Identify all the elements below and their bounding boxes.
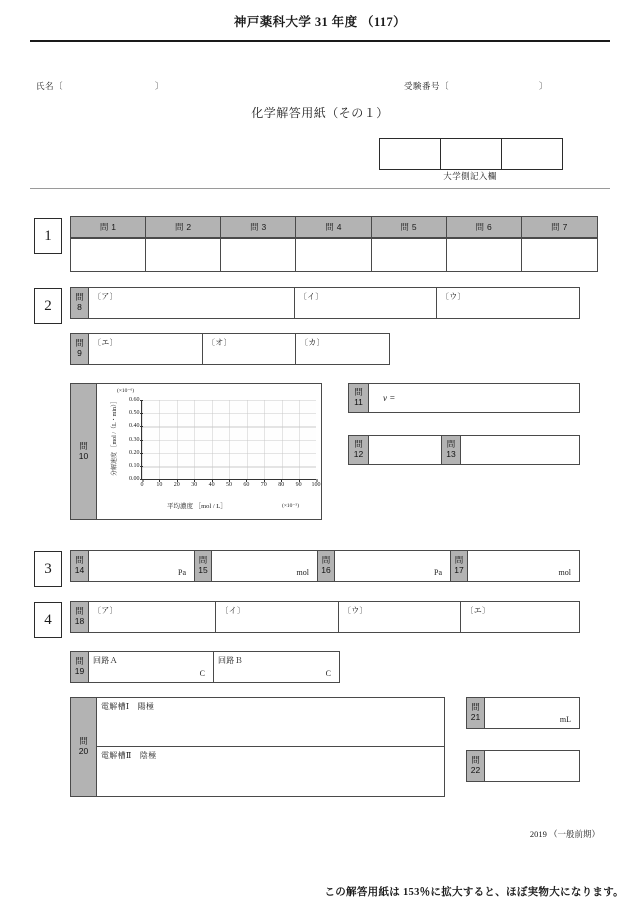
y-tick: 0.40 — [129, 423, 140, 430]
y-tick: 0.10 — [129, 462, 140, 469]
x-tick: 10 — [156, 482, 163, 488]
section1-header-cell: 問 1 — [71, 217, 146, 237]
q21-answer-cell[interactable] — [485, 698, 579, 728]
q21-tag — [467, 698, 485, 728]
q9-label-ka: 〔カ〕 — [300, 338, 325, 347]
header-divider-thick — [30, 40, 610, 42]
q22-tag-kanji: 問 — [471, 755, 480, 766]
sheet-title: 化学解答用紙（その１） — [251, 106, 389, 120]
section-number-2: 2 — [34, 288, 62, 324]
q19-tag — [71, 652, 89, 682]
q15-tag-kanji: 問 — [198, 555, 208, 566]
name-field[interactable] — [36, 80, 164, 92]
q18-tag-number: 18 — [74, 616, 85, 626]
q8-tag-number: 8 — [77, 302, 82, 312]
q12-q13-row[interactable] — [348, 435, 580, 465]
q20-tag-number: 20 — [78, 746, 89, 756]
q18-cell-a[interactable] — [89, 602, 216, 632]
q19-cell-circuit-b[interactable] — [214, 652, 339, 682]
q16-tag-kanji: 問 — [321, 555, 331, 566]
q9-label-o: 〔オ〕 — [207, 338, 232, 347]
section1-header-cell: 問 2 — [146, 217, 221, 237]
q14-tag — [71, 551, 89, 581]
q18-label-a: 〔ア〕 — [93, 606, 118, 615]
q19-row[interactable] — [70, 651, 340, 683]
section1-answer-row[interactable] — [70, 238, 598, 272]
q14-tag-kanji: 問 — [75, 555, 84, 566]
y-tick: 0.00 — [129, 476, 140, 482]
q13-answer-cell[interactable] — [461, 436, 579, 464]
q8-tag-kanji: 問 — [75, 292, 84, 303]
q18-label-u: 〔ウ〕 — [342, 606, 368, 615]
x-axis-exponent: (×10⁻⁵) — [282, 503, 300, 509]
q8-cell-i[interactable] — [295, 288, 437, 318]
x-tick: 50 — [226, 482, 232, 488]
q11-tag-number: 11 — [354, 397, 363, 407]
q8-cell-u[interactable] — [437, 288, 579, 318]
q8-cell-a[interactable] — [89, 288, 295, 318]
q18-tag — [71, 602, 89, 632]
section1-answer-cell[interactable] — [372, 239, 447, 271]
x-tick: 80 — [278, 482, 285, 488]
exam-number-field[interactable] — [404, 80, 548, 92]
q19-tag-kanji: 問 — [75, 656, 84, 667]
section1-header-cell: 問 7 — [522, 217, 597, 237]
q10-tag — [71, 384, 97, 519]
exam-number-close: 〕 — [539, 81, 549, 91]
q20-label-cathode: 電解槽Ⅱ 陰極 — [101, 751, 157, 760]
q19-cell-circuit-a[interactable] — [89, 652, 214, 682]
q13-tag-number: 13 — [446, 449, 456, 459]
q15-tag-number: 15 — [198, 565, 208, 575]
footer-year: 2019 （一般前期） — [529, 829, 600, 839]
plot-grid[interactable] — [129, 397, 321, 488]
section1-header-cell: 問 6 — [447, 217, 522, 237]
q18-cell-e[interactable] — [461, 602, 579, 632]
q8-label-u: 〔ウ〕 — [440, 292, 466, 301]
q17-unit: mol — [558, 568, 571, 577]
q21-tag-kanji: 問 — [471, 702, 480, 713]
q19-label-circuit-a: 回路Ａ — [93, 656, 118, 665]
x-axis-label: 平均濃度 ［mol / L］ — [167, 503, 227, 510]
q9-row[interactable] — [70, 333, 390, 365]
exam-number-label: 受験番号〔 — [404, 81, 450, 91]
section1-answer-cell[interactable] — [296, 239, 371, 271]
q16-tag-number: 16 — [321, 565, 331, 575]
q18-label-e: 〔エ〕 — [465, 606, 491, 615]
q10-graph-area[interactable] — [97, 384, 321, 519]
footer-scaling-note: この解答用紙は 153％に拡大すると、ほぼ実物大になります。 — [324, 887, 624, 898]
q11-answer-cell[interactable] — [369, 384, 579, 412]
university-score-cell-1[interactable] — [380, 139, 440, 169]
section-number-4: 4 — [34, 602, 62, 638]
q17-tag-number: 17 — [454, 565, 464, 575]
q22-tag-number: 22 — [470, 765, 481, 775]
q18-cell-i[interactable] — [216, 602, 339, 632]
page-title: 神戸薬科大学 31 年度 （117） — [233, 15, 407, 29]
q20-block[interactable] — [70, 697, 445, 797]
section-number-3: 3 — [34, 551, 62, 587]
section1-answer-cell[interactable] — [71, 239, 146, 271]
q19-tag-number: 19 — [74, 666, 85, 676]
q17-tag-kanji: 問 — [454, 555, 464, 566]
q12-tag-number: 12 — [353, 449, 364, 459]
section1-answer-cell[interactable] — [146, 239, 221, 271]
q15-answer-cell[interactable] — [212, 551, 317, 581]
section1-answer-cell[interactable] — [447, 239, 522, 271]
section1-header-cell: 問 4 — [296, 217, 371, 237]
q10-tag-kanji: 問 — [79, 440, 88, 451]
section-number-1: 1 — [34, 218, 62, 254]
q18-row[interactable] — [70, 601, 580, 633]
q19-label-circuit-b: 回路Ｂ — [218, 656, 243, 665]
q18-label-i: 〔イ〕 — [220, 606, 246, 615]
y-tick: 0.20 — [129, 449, 140, 456]
q9-tag — [71, 334, 89, 364]
y-axis-label: 分解速度 ［mol /（L・min）］ — [112, 397, 118, 476]
q13-tag — [441, 436, 461, 464]
q14-tag-number: 14 — [74, 565, 85, 575]
q19-unit-a: C — [199, 669, 205, 678]
q15-tag — [194, 551, 212, 581]
y-tick: 0.60 — [129, 397, 140, 403]
q16-answer-cell[interactable] — [335, 551, 450, 581]
university-score-box[interactable] — [379, 138, 563, 170]
section1-header-cell: 問 3 — [221, 217, 296, 237]
x-tick: 90 — [295, 482, 302, 488]
q17-tag — [450, 551, 468, 581]
q15-unit: mol — [296, 568, 309, 577]
x-tick: 70 — [260, 482, 267, 488]
section1-answer-cell[interactable] — [522, 239, 597, 271]
y-tick: 0.30 — [129, 436, 140, 443]
q22-tag — [467, 751, 485, 781]
q9-cell-o[interactable] — [203, 334, 296, 364]
section1-header-cell: 問 5 — [372, 217, 447, 237]
q22-answer-cell[interactable] — [485, 751, 579, 781]
q11-tag-kanji: 問 — [354, 387, 363, 398]
q13-tag-kanji: 問 — [446, 439, 456, 450]
q18-cell-u[interactable] — [339, 602, 462, 632]
q19-unit-b: C — [325, 669, 331, 678]
q10-graph-block[interactable] — [70, 383, 322, 520]
section3-row[interactable] — [70, 550, 580, 582]
q17-answer-cell[interactable] — [468, 551, 579, 581]
q18-tag-kanji: 問 — [75, 606, 84, 617]
x-tick: 60 — [243, 482, 250, 488]
q9-cell-ka[interactable] — [296, 334, 389, 364]
q11-row[interactable] — [348, 383, 580, 413]
q12-tag-kanji: 問 — [354, 439, 363, 450]
x-tick: 0 — [140, 482, 144, 488]
q9-cell-e[interactable] — [89, 334, 203, 364]
q11-formula-prefix: v = — [383, 393, 396, 403]
q20-tag-kanji: 問 — [79, 736, 88, 747]
q8-row[interactable] — [70, 287, 580, 319]
q8-label-a: 〔ア〕 — [93, 292, 118, 301]
q21-tag-number: 21 — [470, 712, 481, 722]
header-divider-thin — [30, 188, 610, 189]
q21-row[interactable] — [466, 697, 580, 729]
q8-tag — [71, 288, 89, 318]
q21-unit: mL — [559, 715, 571, 724]
university-score-cell-3[interactable] — [501, 139, 562, 169]
q20-row-anode[interactable] — [97, 698, 444, 747]
q16-tag — [317, 551, 335, 581]
section1-answer-cell[interactable] — [221, 239, 296, 271]
q20-tag — [71, 698, 97, 796]
q14-unit: Pa — [178, 568, 186, 577]
y-axis-exponent: (×10⁻⁶) — [117, 388, 135, 394]
q10-tag-number: 10 — [78, 450, 89, 461]
q16-unit: Pa — [434, 568, 442, 577]
q9-label-e: 〔エ〕 — [93, 338, 118, 347]
q12-answer-cell[interactable] — [369, 436, 441, 464]
x-tick: 30 — [191, 482, 198, 488]
q14-answer-cell[interactable] — [89, 551, 194, 581]
q22-row[interactable] — [466, 750, 580, 782]
q11-tag — [349, 384, 369, 412]
x-tick: 100 — [311, 482, 321, 488]
section1-header-row — [70, 216, 598, 238]
q9-tag-kanji: 問 — [75, 338, 84, 349]
q20-label-anode: 電解槽Ⅰ 陽極 — [101, 702, 155, 711]
q20-row-cathode[interactable] — [97, 747, 444, 796]
y-tick: 0.50 — [129, 410, 140, 417]
q12-tag — [349, 436, 369, 464]
q8-label-i: 〔イ〕 — [298, 292, 324, 301]
university-score-cell-2[interactable] — [440, 139, 501, 169]
university-score-caption: 大学側記入欄 — [443, 171, 497, 181]
name-field-label: 氏名〔 — [36, 81, 64, 91]
q9-tag-number: 9 — [77, 348, 82, 358]
name-field-close: 〕 — [155, 81, 165, 91]
x-tick: 20 — [173, 482, 180, 488]
x-tick: 40 — [208, 482, 215, 488]
